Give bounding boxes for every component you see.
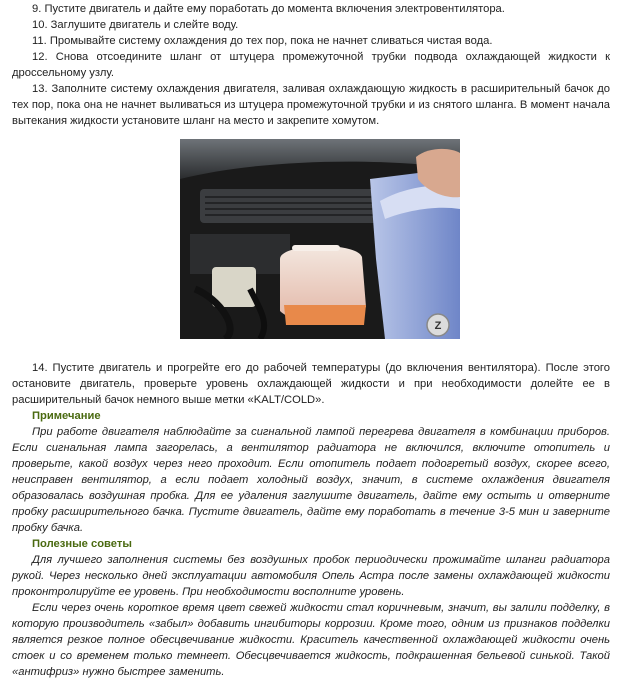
step-13: 13. Заполните систему охлаждения двигателя, заливая охлаждающую жидкость в расширительный бачок до тех пор, пока она не начнет выливаться из штуцера промежуточной трубки и из снятого шланга. В момент начала вытекания жидкости установите шланг на место и закрепите хомутом. bbox=[12, 83, 610, 127]
note-heading: Примечание bbox=[32, 410, 101, 422]
step-10: 10. Заглушите двигатель и слейте воду. bbox=[32, 19, 239, 31]
steps-top-block bbox=[12, 1, 610, 129]
tips-heading: Полезные советы bbox=[32, 538, 132, 550]
engine-bay-photo bbox=[180, 139, 460, 339]
step-11: 11. Промывайте систему охлаждения до тех пор, пока не начнет сливаться чистая вода. bbox=[32, 35, 493, 47]
step-14: 14. Пустите двигатель и прогрейте его до рабочей температуры (до включения вентилятора). После этого остановите двигатель, проверьте уровень охлаждающей жидкости и при необходимости долейте ее в расширительный бачок немного выше метки «KALT/COLD». bbox=[12, 362, 610, 406]
tips-paragraph-2: Если через очень короткое время цвет свежей жидкости стал коричневым, значит, вы залили подделку, в которую производитель «забыл» добавить ингибиторы коррозии. Кроме того, одним из признаков подделки является резкое полное обесцвечивание жидкости. Краситель качественной охлаждающей жидкости очень стоек и со временем только темнеет. Обесцвечивается жидкость, подкрашенная бельевой синькой. Такой «антифриз» нужно быстрее заменить. bbox=[12, 602, 610, 678]
step-9: 9. Пустите двигатель и дайте ему поработать до момента включения электровентилятора. bbox=[32, 3, 505, 15]
lower-text-block bbox=[12, 360, 610, 680]
note-text: При работе двигателя наблюдайте за сигнальной лампой перегрева двигателя в комбинации приборов. Если сигнальная лампа загорелась, а вентилятор радиатора не включился, включите отопитель и проверьте, какой воздух через него проходит. Если отопитель подает подогретый воздух, скорее всего, неисправен вентилятор, а если подает холодный воздух, значит, в системе охлаждения двигателя образовалась воздушная пробка. Для ее удаления заглушите двигатель, дайте ему остыть и отверните пробку расширительного бачка. Пустите двигатель, дайте ему поработать в течение 3-5 мин и заверните пробку бачка. bbox=[12, 426, 610, 534]
photo-watermark: Z bbox=[434, 320, 442, 332]
step-12: 12. Снова отсоедините шланг от штуцера промежуточной трубки подвода охлаждающей жидкости к дроссельному узлу. bbox=[12, 51, 610, 79]
tips-paragraph-1: Для лучшего заполнения системы без воздушных пробок периодически прожимайте шланги радиатора рукой. Через несколько дней эксплуатации автомобиля Опель Астра после замены охлаждающей жидкости проконтролируйте ее уровень. При необходимости восполните уровень. bbox=[12, 554, 610, 598]
